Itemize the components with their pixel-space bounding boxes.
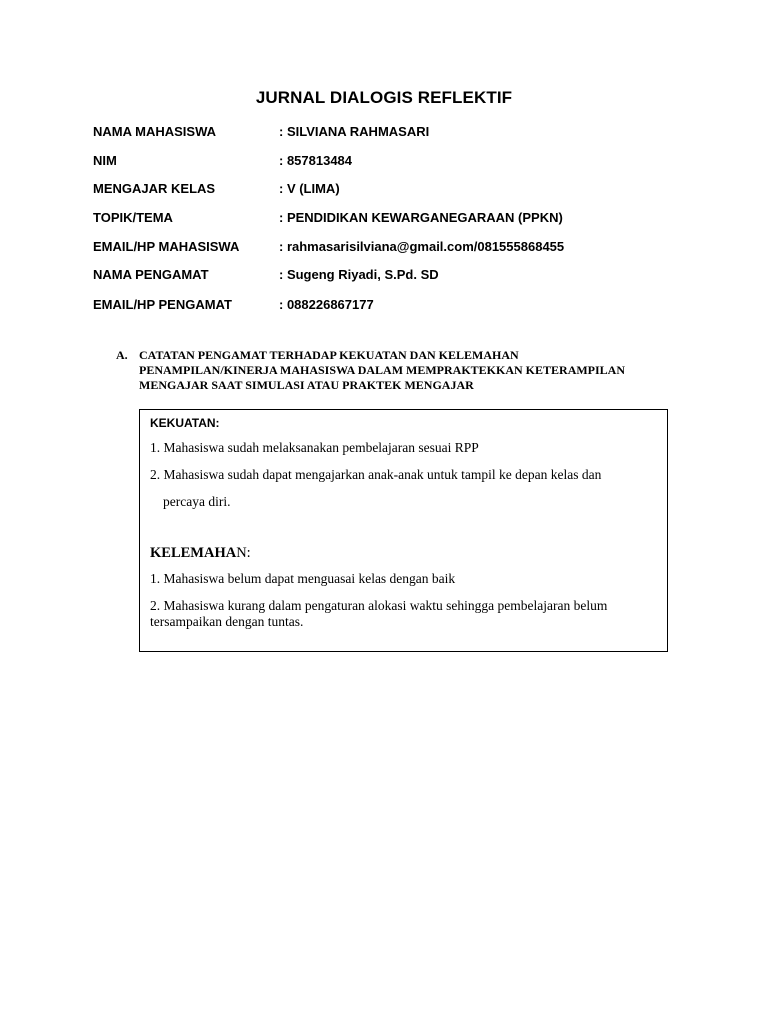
kekuatan-item: 2. Mahasiswa sudah dapat mengajarkan anak-anak untuk tampil ke depan kelas dan — [150, 467, 602, 482]
kelemahan-item: tersampaikan dengan tuntas. — [150, 614, 304, 629]
observation-box — [139, 409, 668, 652]
info-value: : 088226867177 — [279, 297, 374, 312]
info-label: NIM — [93, 153, 117, 168]
section-heading-line: CATATAN PENGAMAT TERHADAP KEKUATAN DAN KELEMAHAN — [139, 348, 519, 362]
kelemahan-label-rest: N: — [236, 545, 251, 561]
kelemahan-label — [150, 545, 251, 562]
kekuatan-item: percaya diri. — [163, 494, 231, 509]
kelemahan-label-bold: KELEMAHA — [150, 545, 237, 561]
info-label: NAMA MAHASISWA — [93, 124, 217, 139]
info-label: EMAIL/HP MAHASISWA — [93, 239, 240, 254]
document-title: JURNAL DIALOGIS REFLEKTIF — [255, 88, 513, 107]
info-label: MENGAJAR KELAS — [93, 181, 216, 196]
kekuatan-item: 1. Mahasiswa sudah melaksanakan pembelajaran sesuai RPP — [150, 440, 479, 455]
info-value: : 857813484 — [279, 153, 353, 168]
info-value: : V (LIMA) — [279, 181, 340, 196]
section-heading-line: MENGAJAR SAAT SIMULASI ATAU PRAKTEK MENGAJAR — [139, 378, 474, 392]
kelemahan-item: 2. Mahasiswa kurang dalam pengaturan alokasi waktu sehingga pembelajaran belum — [150, 598, 608, 613]
kekuatan-label: KEKUATAN: — [150, 416, 220, 430]
info-label: TOPIK/TEMA — [93, 210, 173, 225]
info-label: NAMA PENGAMAT — [93, 267, 209, 282]
section-heading — [139, 348, 679, 393]
section-heading-line: PENAMPILAN/KINERJA MAHASISWA DALAM MEMPRAKTEKKAN KETERAMPILAN — [139, 363, 626, 377]
info-value: : PENDIDIKAN KEWARGANEGARAAN (PPKN) — [279, 210, 563, 225]
info-value: : SILVIANA RAHMASARI — [279, 124, 430, 139]
info-label: EMAIL/HP PENGAMAT — [93, 297, 232, 312]
info-value: : Sugeng Riyadi, S.Pd. SD — [279, 267, 439, 282]
info-value: : rahmasarisilviana@gmail.com/081555868455 — [279, 239, 565, 254]
section-marker: A. — [116, 348, 128, 362]
kelemahan-item: 1. Mahasiswa belum dapat menguasai kelas dengan baik — [150, 571, 456, 586]
